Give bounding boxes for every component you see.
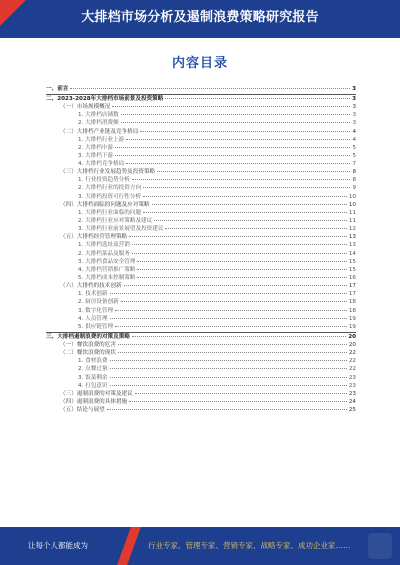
toc-entry-text: 1. 食材浪费	[78, 358, 108, 365]
toc-leader-dots	[107, 409, 347, 410]
toc-entry-text: （五）大排档经营管理策略	[60, 234, 128, 241]
toc-entry[interactable]	[46, 103, 356, 111]
toc-entry[interactable]	[46, 217, 356, 225]
toc-entry-text: 1. 行业投资趋势分析	[78, 177, 130, 184]
footer-bar	[0, 527, 400, 565]
toc-leader-dots	[132, 253, 347, 254]
toc-entry[interactable]	[46, 357, 356, 365]
toc-page-number: 15	[348, 266, 356, 273]
footer-divider	[116, 527, 143, 565]
toc-leader-dots	[110, 360, 347, 361]
toc-entry[interactable]	[46, 128, 356, 136]
footer-tagline: 行业专家、管理专家、营销专家、战略专家、成功企业家……	[148, 541, 351, 550]
toc-leader-dots	[110, 293, 347, 294]
toc-leader-dots	[110, 318, 347, 319]
toc-entry[interactable]	[46, 193, 356, 201]
toc-leader-dots	[135, 393, 347, 394]
toc-entry[interactable]	[46, 152, 356, 160]
toc-entry[interactable]	[46, 144, 356, 152]
toc-leader-dots	[165, 98, 350, 99]
toc-leader-dots	[126, 163, 350, 164]
toc-entry[interactable]	[46, 241, 356, 249]
toc-leader-dots	[132, 179, 351, 180]
toc-page-number: 13	[348, 234, 356, 241]
toc-entry[interactable]	[46, 233, 356, 241]
toc-entry[interactable]	[46, 111, 356, 119]
toc-entry[interactable]	[46, 266, 356, 274]
toc-leader-dots	[115, 310, 347, 311]
toc-entry[interactable]	[46, 274, 356, 282]
toc-leader-dots	[118, 344, 347, 345]
toc-entry-text: 1. 大排档选址及营销	[78, 242, 130, 249]
toc-leader-dots	[165, 228, 346, 229]
toc-entry-text: 2. 大排档菜品及服务	[78, 250, 130, 257]
toc-entry-text: （六）大排档的技术创新	[60, 283, 122, 290]
toc-entry-text: 5. 大排档成本控制策略	[78, 275, 136, 282]
toc-entry-text: 二、2023-2028年大排档市场前景及投资策略	[46, 95, 164, 102]
toc-page-number: 20	[348, 341, 356, 348]
toc-page-number: 10	[348, 193, 356, 200]
toc-entry[interactable]	[46, 374, 356, 382]
toc-page-number: 25	[348, 407, 356, 414]
toc-leader-dots	[137, 277, 346, 278]
toc-page-number: 11	[348, 218, 356, 225]
toc-leader-dots	[110, 368, 347, 369]
toc-entry-text: 1. 大排档店铺数	[78, 112, 119, 119]
toc-entry[interactable]	[46, 184, 356, 192]
toc-entry-text: 4. 大排档竞争格局	[78, 161, 125, 168]
toc-entry[interactable]	[46, 258, 356, 266]
toc-leader-dots	[121, 122, 351, 123]
header-bar	[0, 0, 400, 38]
toc-leader-dots	[132, 336, 346, 337]
toc-page-number: 3	[352, 120, 356, 127]
report-title: 大排档市场分析及遏制浪费策略研究报告	[81, 10, 319, 25]
toc-entry-text: 3. 大排档下游	[78, 152, 114, 159]
toc-entry[interactable]	[46, 282, 356, 290]
toc-leader-dots	[129, 401, 347, 402]
toc-entry[interactable]	[46, 398, 356, 406]
toc-entry[interactable]	[46, 298, 356, 306]
toc-entry-text: 2. 大排档消费额	[78, 120, 119, 127]
toc-entry[interactable]	[46, 390, 356, 398]
toc-leader-dots	[118, 352, 347, 353]
toc-page-number: 22	[348, 358, 356, 365]
toc-entry-text: （四）遏制浪费的具体措施	[60, 398, 128, 405]
toc-entry-text: 2. 厨房设备创新	[78, 299, 119, 306]
toc-entry[interactable]	[46, 323, 356, 331]
toc-leader-dots	[124, 285, 347, 286]
toc-leader-dots	[121, 301, 347, 302]
footer-slogan: 让每个人都能成为	[28, 541, 88, 550]
toc-page-number: 13	[348, 242, 356, 249]
toc-page-number: 9	[352, 185, 356, 192]
toc-leader-dots	[137, 269, 346, 270]
toc-leader-dots	[143, 212, 347, 213]
footer-logo-icon	[368, 533, 392, 559]
toc-page-number: 11	[348, 209, 356, 216]
toc-entry[interactable]	[46, 201, 356, 209]
toc-leader-dots	[154, 220, 347, 221]
toc-leader-dots	[126, 139, 350, 140]
toc-leader-dots	[121, 114, 351, 115]
toc-leader-dots	[143, 196, 347, 197]
toc-entry-text: （三）大排档行业发展趋势及投资策略	[60, 169, 156, 176]
toc-leader-dots	[115, 326, 347, 327]
toc-entry-text: （一）市场规模概况	[60, 104, 111, 111]
toc-leader-dots	[157, 171, 350, 172]
toc-entry[interactable]	[46, 333, 356, 341]
toc-entry-text: 三、大排档遏制浪费的对策及策略	[46, 333, 130, 340]
toc-page-number: 4	[352, 136, 356, 143]
toc-entry[interactable]	[46, 349, 356, 357]
toc-page-number: 8	[352, 177, 356, 184]
toc-page-number: 3	[352, 86, 356, 92]
toc-entry[interactable]	[46, 119, 356, 127]
toc-entry-text: 2. 大排档行业的投资方向	[78, 185, 142, 192]
toc-entry-text: （三）遏制浪费的对策及建议	[60, 390, 133, 397]
toc-entry[interactable]	[46, 168, 356, 176]
toc-entry-text: （五）结论与展望	[60, 407, 105, 414]
toc-entry[interactable]	[46, 307, 356, 315]
toc-entry-text: 1. 大排档行业上游	[78, 136, 125, 143]
toc-leader-dots	[70, 88, 350, 89]
toc-entry[interactable]	[46, 225, 356, 233]
toc-entry[interactable]	[46, 85, 356, 93]
toc-leader-dots	[112, 106, 350, 107]
toc-entry-text: 4. 大排档营销推广策略	[78, 266, 136, 273]
toc-page-number: 17	[348, 291, 356, 298]
toc-entry-text: 1. 技术创新	[78, 291, 108, 298]
toc-leader-dots	[115, 147, 350, 148]
toc-page-number: 18	[348, 299, 356, 306]
toc-leader-dots	[115, 155, 350, 156]
toc-entry-text: 2. 大排档行业应对策略及建议	[78, 218, 153, 225]
toc-page-number: 7	[352, 161, 356, 168]
toc-entry[interactable]	[46, 250, 356, 258]
toc-entry-text: （二）餐饮浪费的现状	[60, 350, 116, 357]
toc-page-number: 15	[348, 258, 356, 265]
toc-entry-text: 3. 饭菜剩余	[78, 374, 108, 381]
toc-entry[interactable]	[46, 176, 356, 184]
toc-page-number: 3	[352, 95, 356, 102]
toc-title: 内容目录	[171, 56, 228, 71]
toc-entry[interactable]	[46, 341, 356, 349]
toc-page-number: 23	[348, 390, 356, 397]
toc-entry-text: 3. 数字化管理	[78, 307, 114, 314]
toc-entry[interactable]	[46, 315, 356, 323]
table-of-contents	[46, 85, 356, 414]
toc-entry-text: 3. 大排档行业前景展望及投资建议	[78, 226, 164, 233]
toc-entry-text: 3. 大排档食品安全管理	[78, 258, 136, 265]
toc-entry-text: 2. 点餐过量	[78, 366, 108, 373]
toc-entry[interactable]	[46, 365, 356, 373]
toc-page-number: 23	[348, 382, 356, 389]
toc-entry-text: （四）大排档面临的问题及应对策略	[60, 201, 150, 208]
toc-page-number: 19	[348, 315, 356, 322]
toc-leader-dots	[137, 261, 346, 262]
toc-page-number: 20	[348, 333, 356, 340]
toc-page-number: 12	[348, 226, 356, 233]
toc-page-number: 14	[348, 250, 356, 257]
toc-entry-text: （二）大排档产业链及竞争格局	[60, 128, 139, 135]
toc-page-number: 17	[348, 283, 356, 290]
toc-leader-dots	[110, 385, 347, 386]
toc-leader-dots	[143, 187, 350, 188]
toc-page-number: 16	[348, 275, 356, 282]
toc-leader-dots	[140, 131, 350, 132]
toc-entry-text: （一）餐饮浪费的危害	[60, 341, 116, 348]
toc-page-number: 5	[352, 152, 356, 159]
toc-leader-dots	[152, 204, 347, 205]
toc-page-number: 18	[348, 307, 356, 314]
toc-leader-dots	[132, 244, 347, 245]
toc-leader-dots	[129, 236, 347, 237]
toc-page-number: 3	[352, 112, 356, 119]
toc-entry-text: 5. 供应链管理	[78, 323, 114, 330]
toc-entry[interactable]	[46, 136, 356, 144]
toc-leader-dots	[110, 377, 347, 378]
toc-entry-text: 一、前言	[46, 86, 69, 92]
toc-entry-text: 1. 大排档行业面临的问题	[78, 209, 142, 216]
toc-entry[interactable]	[46, 290, 356, 298]
toc-entry-text: 4. 人员管理	[78, 315, 108, 322]
toc-page-number: 19	[348, 323, 356, 330]
toc-entry[interactable]	[46, 209, 356, 217]
toc-entry[interactable]	[46, 382, 356, 390]
toc-entry-text: 4. 打包意识	[78, 382, 108, 389]
toc-page-number: 8	[352, 169, 356, 176]
toc-entry-text: 3. 大排档投资可行性分析	[78, 193, 142, 200]
toc-page-number: 5	[352, 144, 356, 151]
toc-page-number: 22	[348, 350, 356, 357]
toc-entry[interactable]	[46, 406, 356, 414]
toc-entry[interactable]	[46, 160, 356, 168]
toc-page-number: 22	[348, 366, 356, 373]
toc-page-number: 4	[352, 128, 356, 135]
toc-page-number: 3	[352, 104, 356, 111]
toc-page-number: 24	[348, 398, 356, 405]
toc-entry[interactable]	[46, 95, 356, 103]
toc-page-number: 10	[348, 201, 356, 208]
toc-entry-text: 2. 大排档中游	[78, 144, 114, 151]
toc-page-number: 23	[348, 374, 356, 381]
